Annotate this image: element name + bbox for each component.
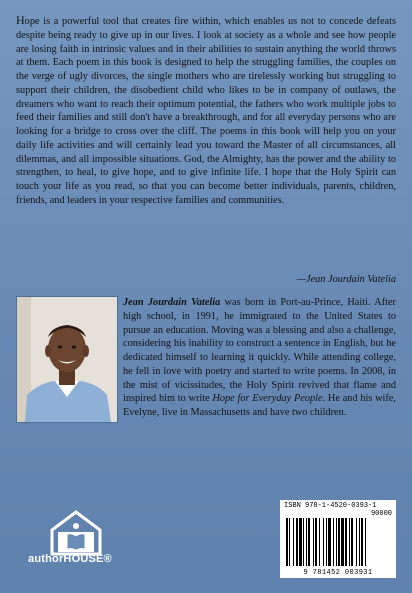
book-title: Hope for Everyday People: [212, 393, 323, 405]
barcode-box: [280, 500, 396, 578]
bio-text-part2: . He and his wife, Evelyne, live in Massachusetts and have two children.: [123, 393, 396, 418]
barcode-bars: [286, 518, 390, 566]
bio-text-part1: was born in Port-au-Prince, Haiti. After high school, in 1991, he immigrated to the United States to pursue an education. Moving was a blessing and also a challenge, considering his inability to construct a sentence in English, but he dedicated himself to learning it quickly. While attending college, he fell in love with poetry and started to write poems. In 2008, in the mist of vicissitudes, the Holy Spirit revived that flame and inspired him to write: [123, 297, 396, 405]
cover-description: Hope is a powerful tool that creates fire within, which enables us not to concede defeats despite being ready to give up in our lives. I look at society as a whole and see how people are losing faith in intrinsic values and in their abilities to sustain anything the world throws at them. Each poem in this book is designed to help the struggling families, the couples on the verge of ugly divorces, the single mothers who are tirelessly working but struggling to support their children, the disobedient child who likes to be in company of outlaws, the dreamers who want to reach their optimum potential, the fathers who work multiple jobs to feed their families and still don't have a breakthrough, and for all everyday persons who are looking for a bridge to cross over the cliff. The poems in this book will help you on your daily life activities and will certainly lead you toward the Master of all circumstances, all dilemmas, and all impossible situations. God, the Almighty, has the power and the ability to strengthen, to heal, to give hope, and to give infinite life. I hope that the Holy Spirit can touch your life as you read, so that you can become better individuals, parents, children, friends, and leaders in your respective families and communities.: [16, 13, 396, 206]
author-photo: [16, 296, 118, 423]
author-name: Jean Jourdain Vatelia: [123, 297, 221, 308]
isbn-number: ISBN 978-1-4520-0393-1: [284, 502, 377, 510]
authorhouse-logo-icon: [36, 508, 116, 578]
ean-number: 9 781452 003931: [303, 569, 373, 577]
price-code: 90000: [370, 510, 392, 518]
publisher-name: authorHOUSE®: [28, 553, 112, 565]
description-signature: —Jean Jourdain Vatelia: [296, 274, 396, 285]
